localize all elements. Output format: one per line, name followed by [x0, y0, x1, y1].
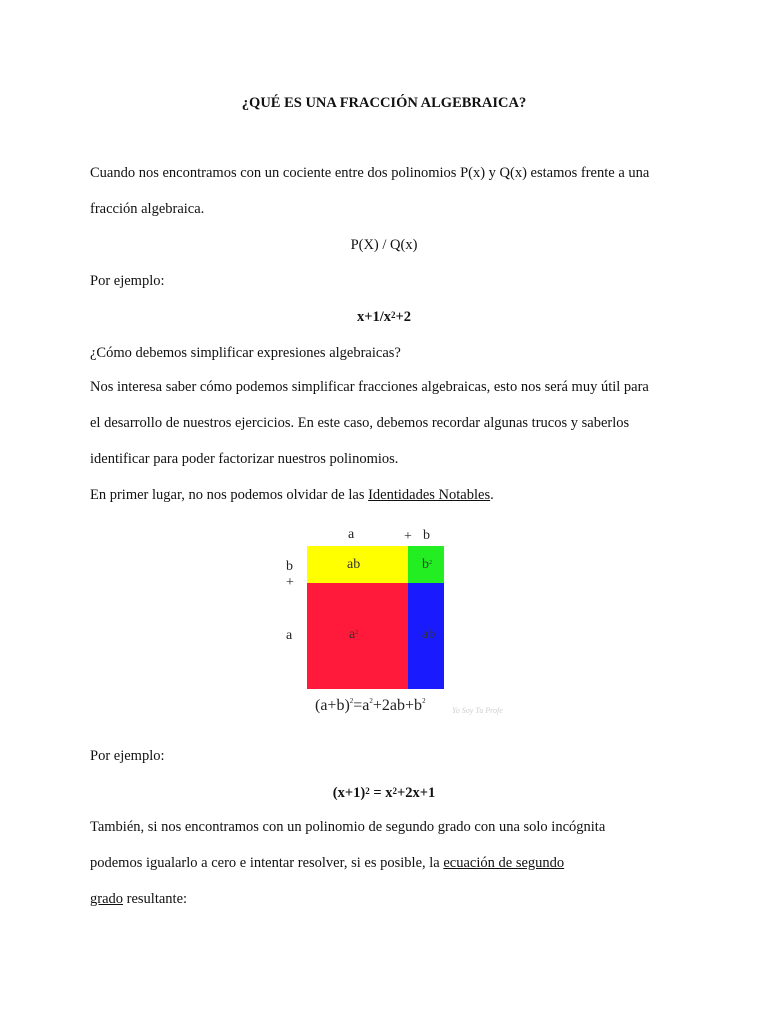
paragraph-4-suffix: resultante: — [123, 891, 188, 907]
formula-exponent: 2 — [349, 697, 354, 705]
paragraph-3 — [90, 486, 690, 504]
paragraph-3-text: En primer lugar, no nos podemos olvidar de las — [90, 487, 369, 503]
top-label-a: a — [348, 527, 355, 542]
ratio-expression: P(X) / Q(x) — [350, 237, 418, 253]
formula-part: +2ab+b — [372, 697, 423, 714]
formula-exponent: 2 — [422, 697, 426, 705]
example-label-1: Por ejemplo: — [90, 273, 165, 289]
formula-part: x+1/x — [356, 309, 392, 325]
ecuacion-segundo-grado-link-continued[interactable]: grado — [90, 891, 124, 907]
top-label-plus: + — [404, 529, 412, 544]
watermark: Yo Soy Tu Profe — [452, 706, 503, 715]
question-line: ¿Cómo debemos simplificar expresiones algebraicas? — [90, 345, 401, 361]
paragraph-2-line-2: el desarrollo de nuestros ejercicios. En este caso, debemos recordar algunas trucos y saberlos — [90, 415, 630, 431]
left-label-a: a — [286, 628, 293, 643]
formula-part: (a+b) — [315, 697, 350, 714]
cell-a-exponent: 2 — [355, 630, 359, 636]
formula-part: +2 — [395, 309, 412, 325]
cell-a-squared — [307, 583, 408, 689]
cell-ab-top-label: ab — [347, 557, 361, 572]
paragraph-4-line-2 — [90, 854, 690, 872]
intro-line-1: Cuando nos encontramos con un cociente entre dos polinomios P(x) y Q(x) estamos frente a una — [90, 165, 650, 181]
cell-a-base: a — [349, 627, 356, 642]
example-formula-2 — [0, 784, 768, 802]
cell-b-squared-label — [422, 558, 432, 572]
cell-a-squared-label — [349, 628, 358, 642]
page-title: ¿QUÉ ES UNA FRACCIÓN ALGEBRAICA? — [241, 95, 527, 111]
left-label-plus: + — [286, 575, 294, 590]
paragraph-2-line-3: identificar para poder factorizar nuestros polinomios. — [90, 451, 399, 467]
formula-exponent: 2 — [391, 310, 396, 320]
cell-ab-top — [307, 546, 408, 583]
cell-b-exponent: 2 — [429, 560, 432, 566]
example-formula-1 — [0, 308, 768, 326]
paragraph-4-line-3 — [90, 890, 690, 908]
cell-b-base: b — [422, 557, 429, 572]
left-label-b: b — [286, 559, 293, 574]
cell-b-squared — [408, 546, 444, 583]
binomial-square-figure — [280, 522, 530, 722]
paragraph-4-text: podemos igualarlo a cero e intentar resolver, si es posible, la — [90, 855, 444, 871]
example-label-2: Por ejemplo: — [90, 748, 165, 764]
cell-ab-right — [408, 583, 444, 689]
formula-part: = x — [369, 785, 393, 801]
formula-part: (x+1) — [332, 785, 366, 801]
formula-exponent: 2 — [392, 786, 397, 796]
top-label-b: b — [423, 528, 430, 543]
formula-part: =a — [353, 697, 370, 714]
intro-line-2: fracción algebraica. — [90, 201, 205, 217]
formula-part: +2x+1 — [396, 785, 436, 801]
ecuacion-segundo-grado-link[interactable]: ecuación de segundo — [443, 855, 565, 871]
formula-exponent: 2 — [365, 786, 370, 796]
identidades-notables-link[interactable]: Identidades Notables — [368, 487, 491, 503]
formula-exponent: 2 — [369, 697, 373, 705]
cell-ab-right-label: ab — [422, 627, 436, 642]
paragraph-2-line-1: Nos interesa saber cómo podemos simplificar fracciones algebraicas, esto nos será muy útil para — [90, 379, 649, 395]
identity-formula — [315, 698, 426, 714]
paragraph-4-line-1: También, si nos encontramos con un polinomio de segundo grado con una solo incógnita — [90, 819, 606, 835]
paragraph-3-period: . — [490, 487, 494, 503]
